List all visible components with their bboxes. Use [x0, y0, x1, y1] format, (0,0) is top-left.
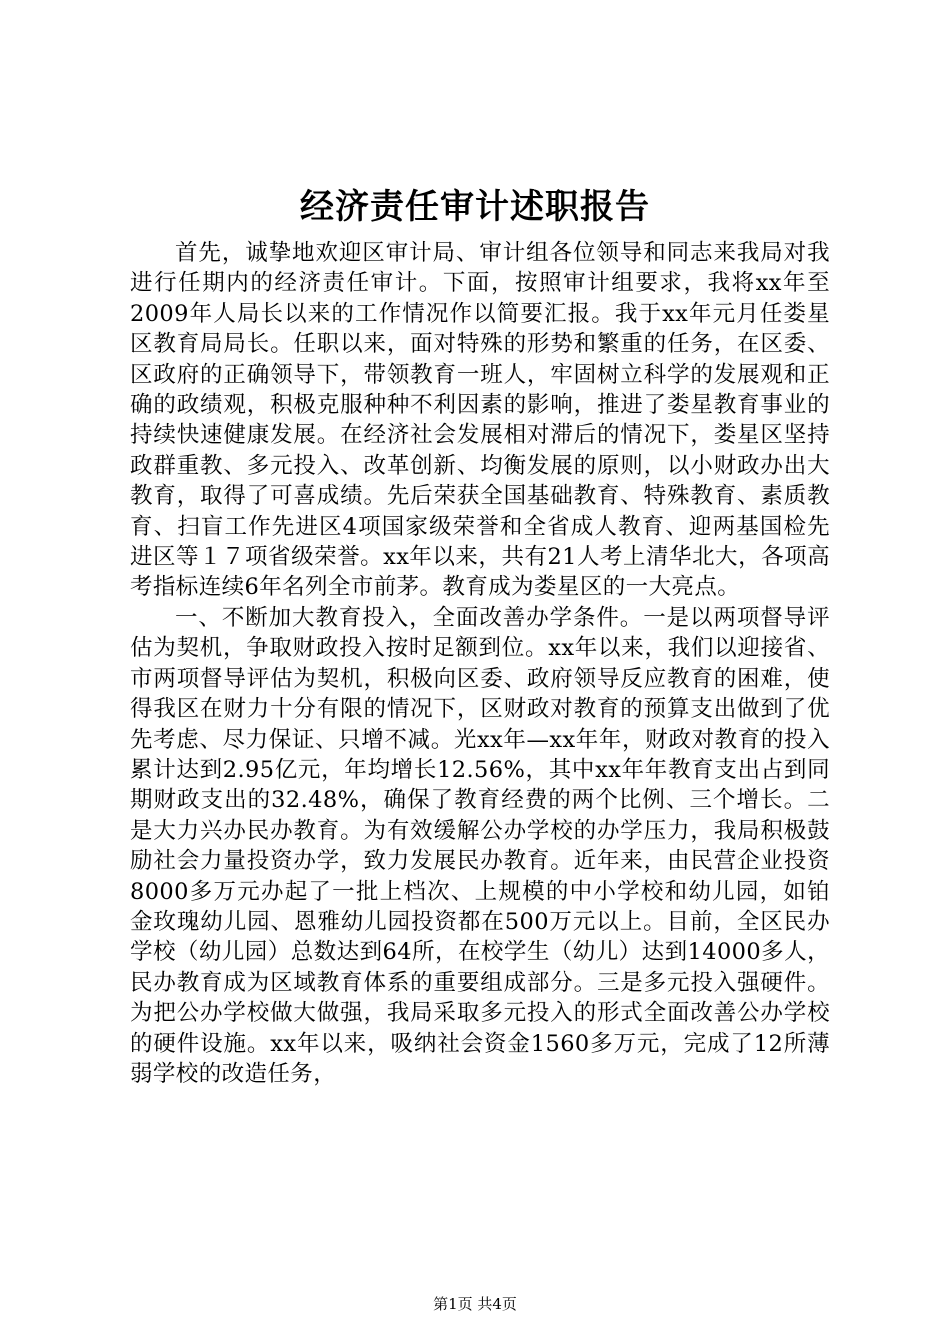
document-title: 经济责任审计述职报告: [300, 187, 650, 227]
document-body: [130, 238, 830, 1089]
paragraph-section-one: 一、不断加大教育投入，全面改善办学条件。一是以两项督导评估为契机，争取财政投入按时足额到位。xx年以来，我们以迎接省、市两项督导评估为契机，积极向区委、政府领导反应教育的困难，使得我区在财力十分有限的情况下，区财政对教育的预算支出做到了优先考虑、尽力保证、只增不减。光xx年—xx年年，财政对教育的投入累计达到2.95亿元，年均增长12.56%，其中xx年年教育支出占到同期财政支出的32.48%，确保了教育经费的两个比例、三个增长。二是大力兴办民办教育。为有效缓解公办学校的办学压力，我局积极鼓励社会力量投资办学，致力发展民办教育。近年来，由民营企业投资8000多万元办起了一批上档次、上规模的中小学校和幼儿园，如铂金玫瑰幼儿园、恩雅幼儿园投资都在500万元以上。目前，全区民办学校（幼儿园）总数达到64所，在校学生（幼儿）达到14000多人，民办教育成为区域教育体系的重要组成部分。三是多元投入强硬件。为把公办学校做大做强，我局采取多元投入的形式全面改善公办学校的硬件设施。xx年以来，吸纳社会资金1560多万元，完成了12所薄弱学校的改造任务，: [130, 604, 830, 1087]
page-number-footer: 第1页 共4页: [433, 1295, 517, 1313]
paragraph-intro: 首先，诚挚地欢迎区审计局、审计组各位领导和同志来我局对我进行任期内的经济责任审计。下面，按照审计组要求，我将xx年至2009年人局长以来的工作情况作以简要汇报。我于xx年元月任娄星区教育局局长。任职以来，面对特殊的形势和繁重的任务，在区委、区政府的正确领导下，带领教育一班人，牢固树立科学的发展观和正确的政绩观，积极克服种种不利因素的影响，推进了娄星教育事业的持续快速健康发展。在经济社会发展相对滞后的情况下，娄星区坚持政群重教、多元投入、改革创新、均衡发展的原则，以小财政办出大教育，取得了可喜成绩。先后荣获全国基础教育、特殊教育、素质教育、扫盲工作先进区4项国家级荣誉和全省成人教育、迎两基国检先进区等１７项省级荣誉。xx年以来，共有21人考上清华北大，各项高考指标连续6年名列全市前茅。教育成为娄星区的一大亮点。: [130, 240, 830, 601]
